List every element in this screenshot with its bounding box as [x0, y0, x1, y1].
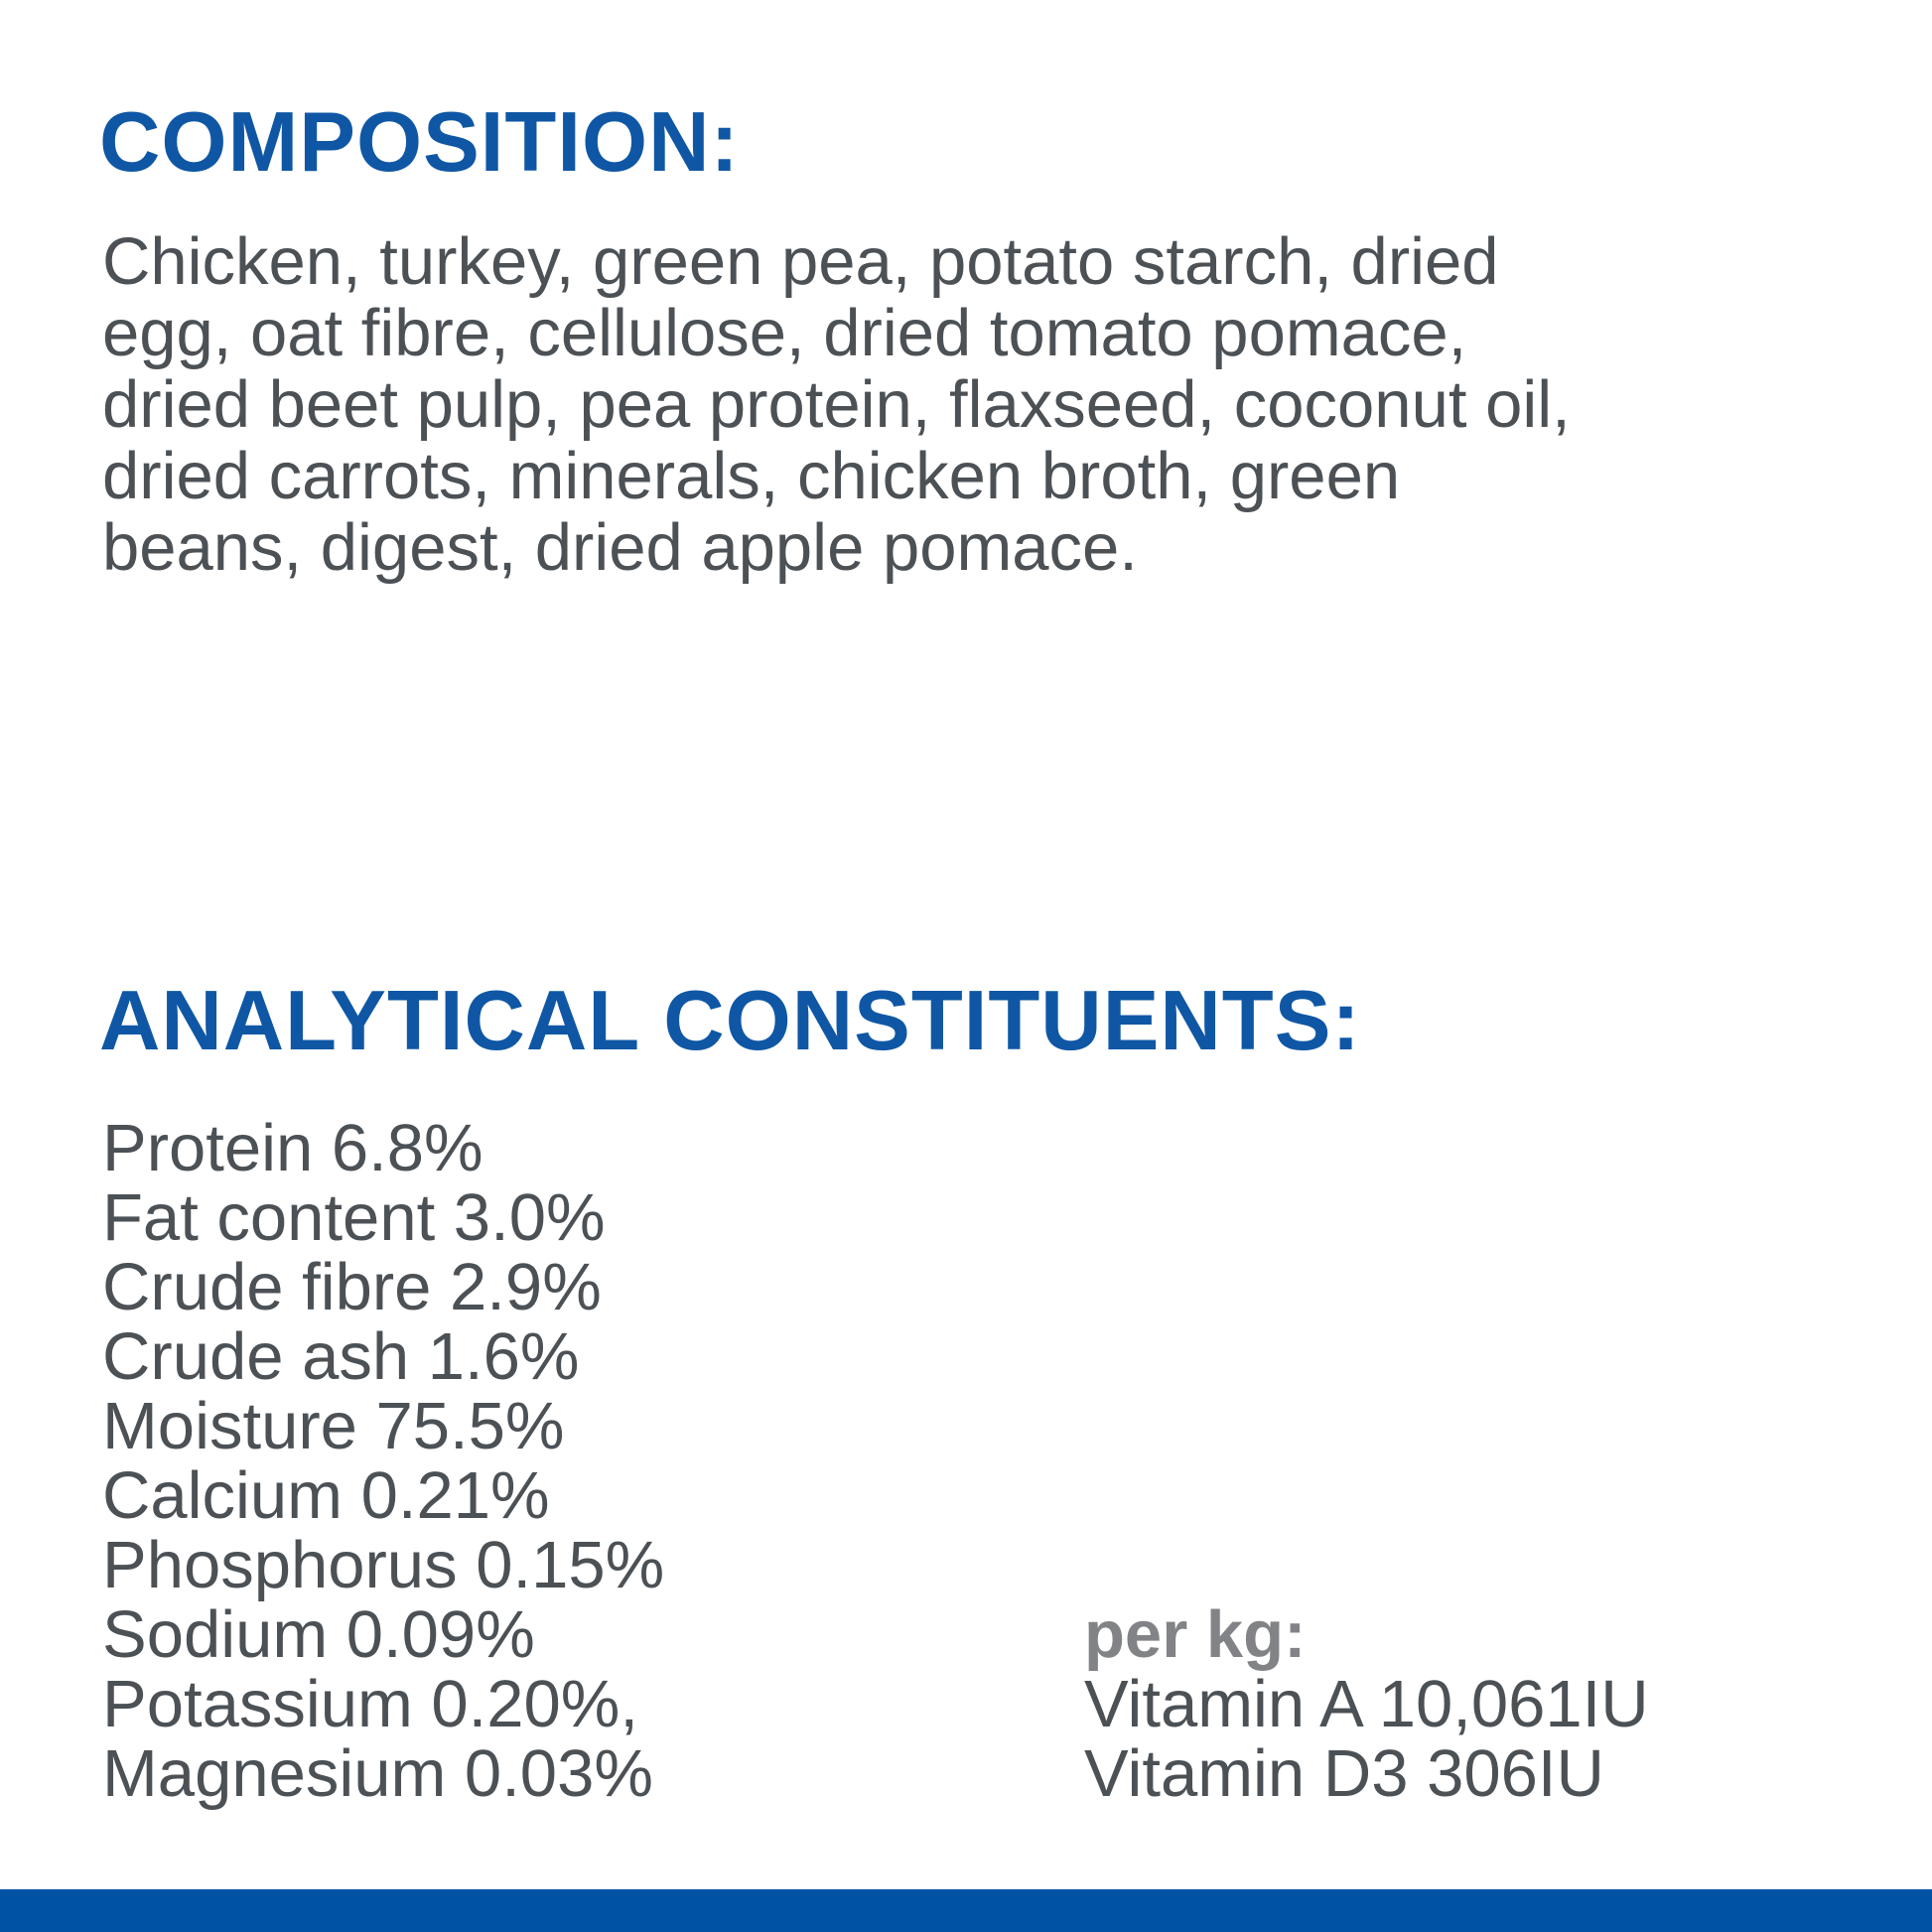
composition-ingredients-paragraph — [102, 226, 1571, 584]
analytical-item-crude-fibre: Crude fibre 2.9% — [102, 1250, 602, 1324]
analytical-item-phosphorus: Phosphorus 0.15% — [102, 1528, 665, 1602]
footer-blue-bar — [0, 1889, 1932, 1932]
analytical-item-calcium: Calcium 0.21% — [102, 1458, 550, 1533]
composition-text-line: Chicken, turkey, green pea, potato starch, dried — [102, 224, 1499, 299]
composition-text-line: beans, digest, dried apple pomace. — [102, 510, 1138, 585]
composition-text-line: dried beet pulp, pea protein, flaxseed, coconut oil, — [102, 367, 1571, 442]
analytical-constituents-heading: ANALYTICAL CONSTITUENTS: — [99, 974, 1361, 1068]
per-kg-item-vitamin-d3: Vitamin D3 306IU — [1084, 1736, 1604, 1811]
analytical-item-sodium: Sodium 0.09% — [102, 1597, 535, 1672]
analytical-item-moisture: Moisture 75.5% — [102, 1389, 565, 1463]
analytical-item-protein: Protein 6.8% — [102, 1111, 483, 1185]
analytical-item-crude-ash: Crude ash 1.6% — [102, 1319, 580, 1394]
per-kg-label: per kg: — [1084, 1597, 1307, 1672]
analytical-item-magnesium: Magnesium 0.03% — [102, 1736, 653, 1811]
per-kg-vitamins-block — [1084, 1597, 1649, 1811]
per-kg-item-vitamin-a: Vitamin A 10,061IU — [1084, 1667, 1649, 1741]
analytical-item-fat: Fat content 3.0% — [102, 1180, 606, 1255]
composition-text-line: egg, oat fibre, cellulose, dried tomato pomace, — [102, 296, 1467, 370]
analytical-item-potassium: Potassium 0.20%, — [102, 1667, 638, 1741]
composition-heading: COMPOSITION: — [99, 95, 740, 190]
analytical-constituents-list — [102, 1111, 665, 1811]
composition-text-line: dried carrots, minerals, chicken broth, green — [102, 439, 1401, 513]
